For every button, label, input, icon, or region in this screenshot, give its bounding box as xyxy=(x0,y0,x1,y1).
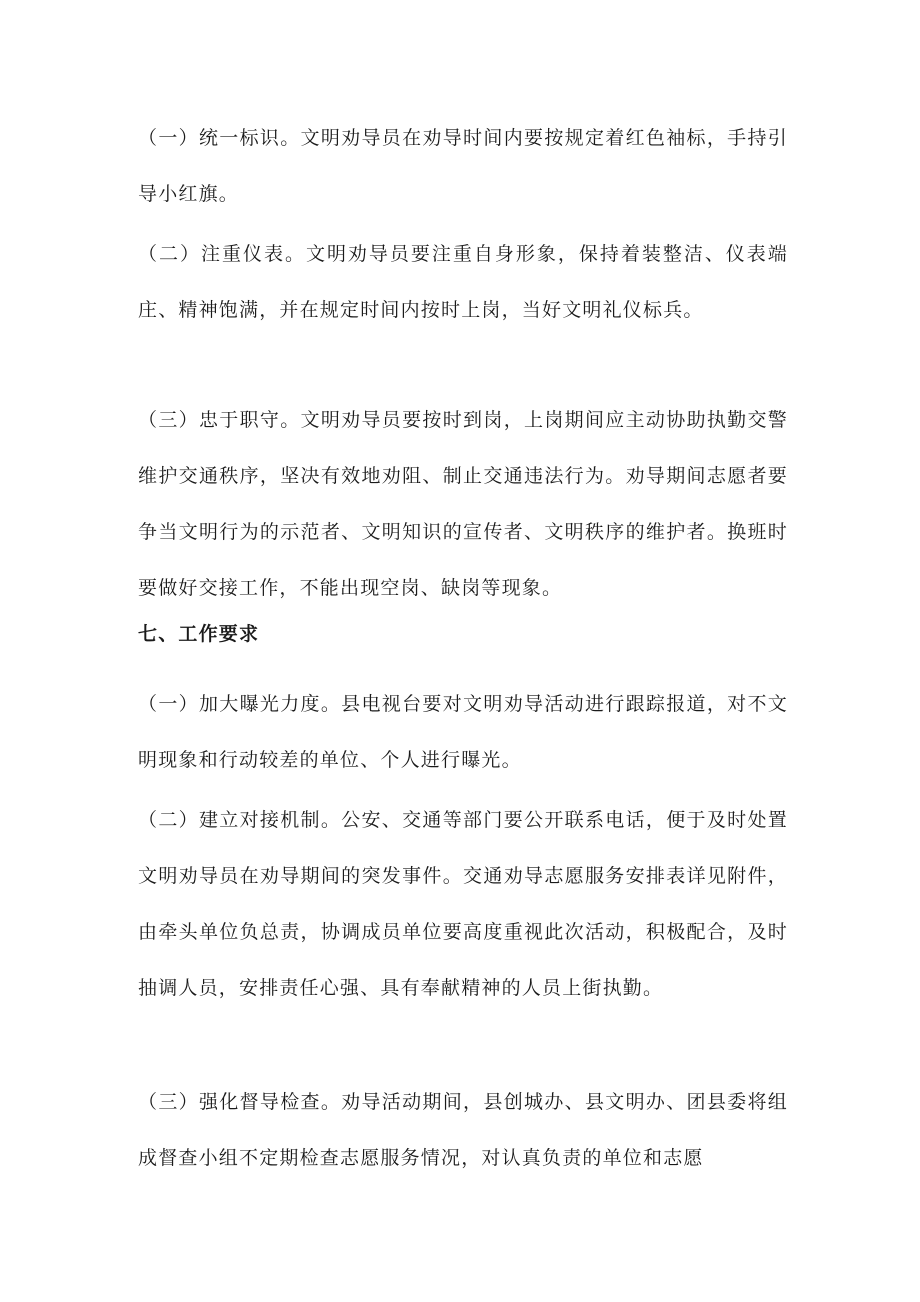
paragraph-unified-identification: （一）统一标识。文明劝导员在劝导时间内要按规定着红色袖标，手持引导小红旗。 xyxy=(138,127,788,205)
paragraph-duty: （三）忠于职守。文明劝导员要按时到岗，上岗期间应主动协助执勤交警维护交通秩序，坚决有效地劝阻、制止交通违法行为。劝导期间志愿者要争当文明行为的示范者、文明知识的宣传者、文明秩序的维护者。换班时要做好交接工作，不能出现空岗、缺岗等现象。 xyxy=(138,409,788,599)
section-heading-work-requirements: 七、工作要求 xyxy=(138,623,260,645)
paragraph-supervision: （三）强化督导检查。劝导活动期间，县创城办、县文明办、团县委将组成督查小组不定期检查志愿服务情况，对认真负责的单位和志愿 xyxy=(138,1091,788,1169)
paragraph-exposure: （一）加大曝光力度。县电视台要对文明劝导活动进行跟踪报道，对不文明现象和行动较差的单位、个人进行曝光。 xyxy=(138,693,788,771)
paragraph-coordination-mechanism: （二）建立对接机制。公安、交通等部门要公开联系电话，便于及时处置文明劝导员在劝导期间的突发事件。交通劝导志愿服务安排表详见附件，由牵头单位负总责，协调成员单位要高度重视此次活动，积极配合，及时抽调人员，安排责任心强、具有奉献精神的人员上街执勤。 xyxy=(138,809,788,999)
paragraph-appearance: （二）注重仪表。文明劝导员要注重自身形象，保持着装整洁、仪表端庄、精神饱满，并在规定时间内按时上岗，当好文明礼仪标兵。 xyxy=(138,243,788,321)
